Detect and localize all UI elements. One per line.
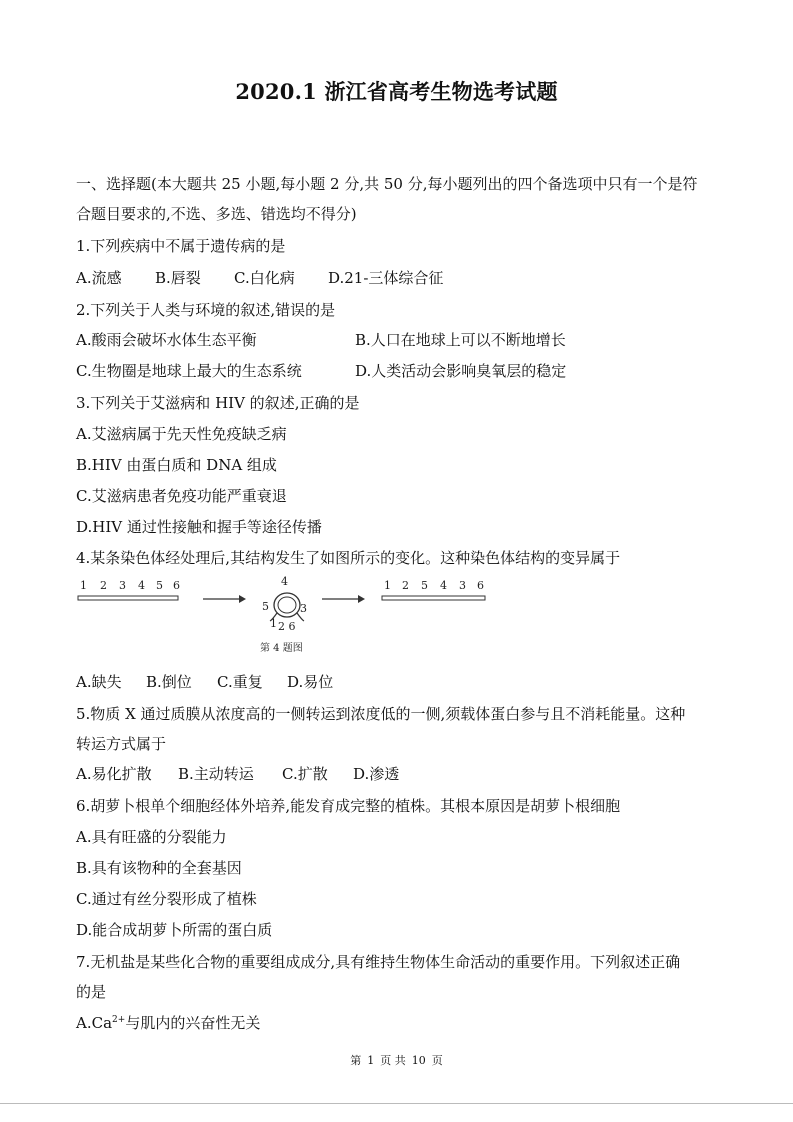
gene-label: 6 xyxy=(173,579,180,592)
footer-suffix: 页 xyxy=(431,1054,443,1067)
question-5-option-c: C.扩散 xyxy=(282,765,328,783)
question-4-option-c: C.重复 xyxy=(217,673,263,691)
gene-label: 1 xyxy=(384,579,391,592)
gene-label: 4 xyxy=(440,579,447,592)
option-a-prefix: A.Ca xyxy=(76,1014,113,1032)
gene-label: 1 xyxy=(80,579,87,592)
question-5-stem-line-2: 转运方式属于 xyxy=(76,735,167,753)
question-6-option-a: A.具有旺盛的分裂能力 xyxy=(76,828,227,846)
question-4-option-a: A.缺失 xyxy=(76,673,122,691)
gene-label: 5 xyxy=(156,579,163,592)
question-7-stem-line-1: 7.无机盐是某些化合物的重要组成成分,具有维持生物体生命活动的重要作用。下列叙述正确 xyxy=(76,953,681,971)
gene-label: 2 xyxy=(402,579,409,592)
question-4-option-d: D.易位 xyxy=(287,673,334,691)
footer-page-number: 1 xyxy=(367,1054,375,1067)
question-4-option-b: B.倒位 xyxy=(146,673,192,691)
footer-total-pages: 10 xyxy=(411,1054,426,1067)
loop-label-right: 3 xyxy=(300,602,307,615)
question-2-stem: 2.下列关于人类与环境的叙述,错误的是 xyxy=(76,301,336,319)
page-footer xyxy=(0,1052,793,1068)
question-6-option-d: D.能合成胡萝卜所需的蛋白质 xyxy=(76,921,273,939)
question-3-option-b: B.HIV 由蛋白质和 DNA 组成 xyxy=(76,456,277,474)
footer-prefix: 第 xyxy=(350,1054,362,1067)
question-2-option-a: A.酸雨会破坏水体生态平衡 xyxy=(76,331,257,349)
gene-label: 4 xyxy=(138,579,145,592)
question-1-stem: 1.下列疾病中不属于遗传病的是 xyxy=(76,237,286,255)
gene-label: 3 xyxy=(119,579,126,592)
arrow-right-icon xyxy=(322,595,365,603)
page-divider xyxy=(0,1103,793,1104)
gene-label: 5 xyxy=(421,579,428,592)
question-1-option-c: C.白化病 xyxy=(234,269,295,287)
arrow-right-icon xyxy=(203,595,246,603)
gene-label: 6 xyxy=(477,579,484,592)
question-3-option-d: D.HIV 通过性接触和握手等途径传播 xyxy=(76,518,322,536)
question-7-option-a xyxy=(76,1013,260,1033)
question-5-option-d: D.渗透 xyxy=(353,765,400,783)
footer-middle: 页 共 xyxy=(380,1054,406,1067)
question-2-option-d: D.人类活动会影响臭氧层的稳定 xyxy=(355,362,567,380)
question-1-option-a: A.流感 xyxy=(76,269,122,287)
question-7-stem-line-2: 的是 xyxy=(76,983,107,1001)
loop-label-top: 4 xyxy=(281,575,288,588)
question-1-option-d: D.21-三体综合征 xyxy=(328,269,444,287)
question-5-option-b: B.主动转运 xyxy=(178,765,254,783)
question-4-stem: 4.某条染色体经处理后,其结构发生了如图所示的变化。这种染色体结构的变异属于 xyxy=(76,549,621,567)
question-1-option-b: B.唇裂 xyxy=(155,269,201,287)
question-5-stem-line-1: 5.物质 X 通过质膜从浓度高的一侧转运到浓度低的一侧,须载体蛋白参与且不消耗能量。这种 xyxy=(76,705,686,723)
question-3-option-a: A.艾滋病属于先天性免疫缺乏病 xyxy=(76,425,287,443)
question-3-stem: 3.下列关于艾滋病和 HIV 的叙述,正确的是 xyxy=(76,394,360,412)
question-2-option-c: C.生物圈是地球上最大的生态系统 xyxy=(76,362,302,380)
ion-charge: 2+ xyxy=(112,1015,126,1025)
loop-label-left: 5 xyxy=(262,600,269,613)
chromosome-inversion-figure xyxy=(76,575,496,659)
loop-label-bottom: 2 6 xyxy=(278,620,296,633)
chromosome-after xyxy=(382,579,485,600)
question-5-option-a: A.易化扩散 xyxy=(76,765,152,783)
question-6-option-c: C.通过有丝分裂形成了植株 xyxy=(76,890,257,908)
section-instructions-line-2: 合题目要求的,不选、多选、错选均不得分) xyxy=(76,205,357,223)
chromosome-loop xyxy=(260,575,307,654)
page-title: 2020.1 浙江省高考生物选考试题 xyxy=(235,79,558,104)
question-2-option-b: B.人口在地球上可以不断地增长 xyxy=(355,331,566,349)
chromosome-bar xyxy=(382,596,485,600)
gene-label: 2 xyxy=(100,579,107,592)
section-instructions-line-1: 一、选择题(本大题共 25 小题,每小题 2 分,共 50 分,每小题列出的四个备选项中只有一个是符 xyxy=(76,175,698,193)
question-3-option-c: C.艾滋病患者免疫功能严重衰退 xyxy=(76,487,287,505)
question-6-stem: 6.胡萝卜根单个细胞经体外培养,能发育成完整的植株。其根本原因是胡萝卜根细胞 xyxy=(76,797,621,815)
question-6-option-b: B.具有该物种的全套基因 xyxy=(76,859,242,877)
option-a-text: 与肌内的兴奋性无关 xyxy=(125,1014,261,1032)
gene-label: 3 xyxy=(459,579,466,592)
chromosome-before xyxy=(78,579,180,600)
loop-label-lower-left: 1 xyxy=(270,617,277,630)
figure-caption: 第 4 题图 xyxy=(260,643,303,654)
chromosome-bar xyxy=(78,596,178,600)
